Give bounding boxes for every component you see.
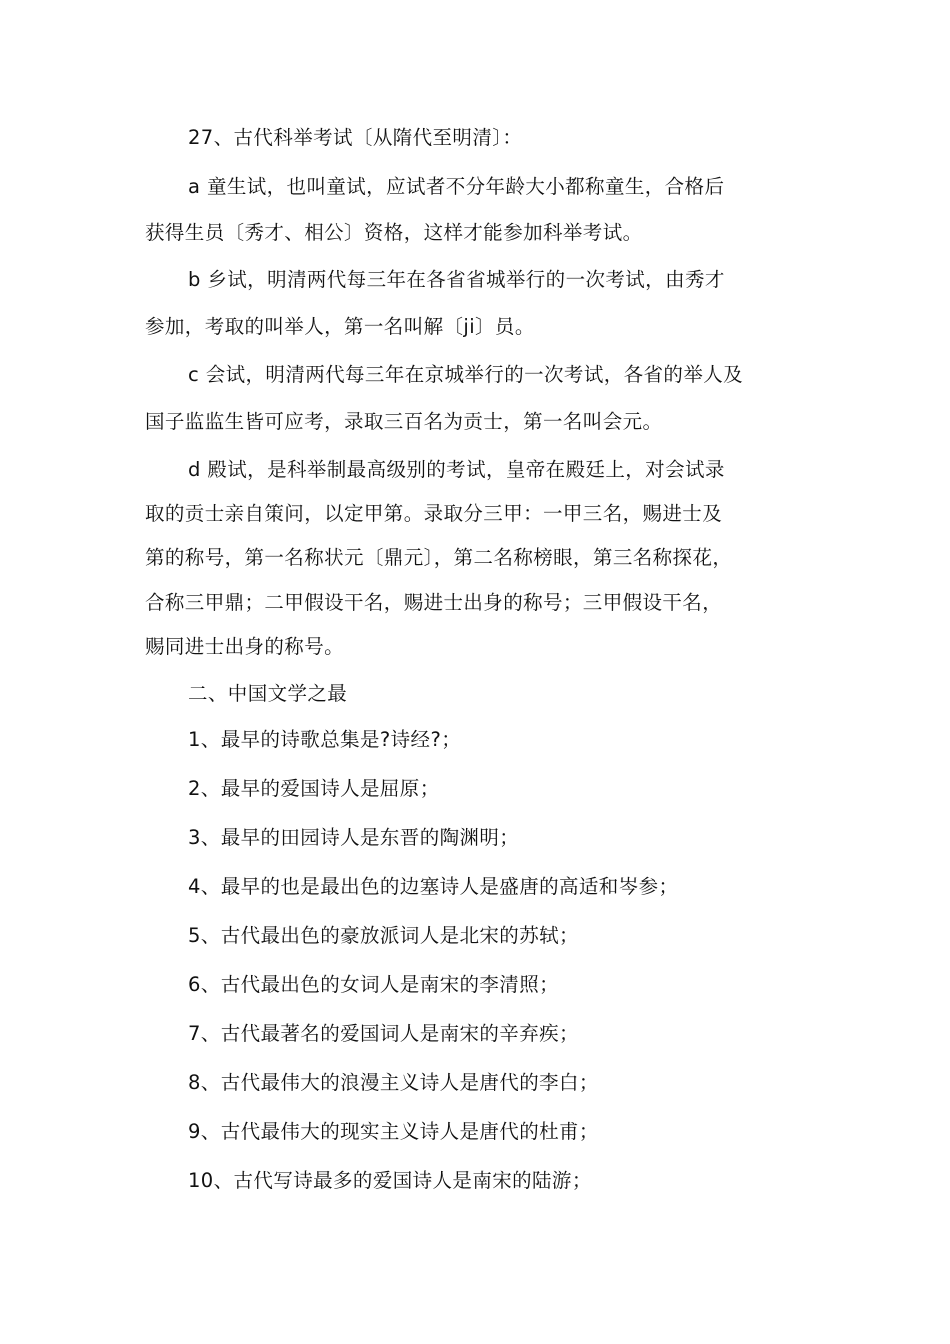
- keju-item-c-line-2: 国子监监生皆可应考，录取三百名为贡士，第一名叫会元。: [145, 410, 663, 433]
- section-heading: 二、中国文学之最: [188, 682, 348, 705]
- literature-item-2: 2、最早的爱国诗人是屈原；: [188, 777, 440, 800]
- literature-item-5: 5、古代最出色的豪放派词人是北宋的苏轼；: [188, 924, 579, 947]
- literature-item-7: 7、古代最著名的爱国词人是南宋的辛弃疾；: [188, 1022, 579, 1045]
- keju-item-a-line-1: a 童生试，也叫童试，应试者不分年龄大小都称童生，合格后: [188, 175, 725, 198]
- keju-item-d-line-5: 赐同进士出身的称号。: [145, 635, 345, 658]
- keju-title: 27、古代科举考试〔从隋代至明清〕：: [188, 126, 523, 149]
- keju-item-b-line-1: b 乡试，明清两代每三年在各省省城举行的一次考试，由秀才: [188, 268, 725, 291]
- literature-item-4: 4、最早的也是最出色的边塞诗人是盛唐的高适和岑参；: [188, 875, 679, 898]
- keju-item-d-line-2: 取的贡士亲自策问，以定甲第。录取分三甲：一甲三名，赐进士及: [145, 502, 723, 525]
- literature-item-9: 9、古代最伟大的现实主义诗人是唐代的杜甫；: [188, 1120, 599, 1143]
- keju-item-d-line-3: 第的称号，第一名称状元〔鼎元〕，第二名称榜眼，第三名称探花，: [145, 546, 733, 569]
- literature-item-3: 3、最早的田园诗人是东晋的陶渊明；: [188, 826, 520, 849]
- literature-item-6: 6、古代最出色的女词人是南宋的李清照；: [188, 973, 560, 996]
- literature-item-10: 10、古代写诗最多的爱国诗人是南宋的陆游；: [188, 1169, 592, 1192]
- literature-item-8: 8、古代最伟大的浪漫主义诗人是唐代的李白；: [188, 1071, 599, 1094]
- keju-item-d-line-1: d 殿试，是科举制最高级别的考试，皇帝在殿廷上，对会试录: [188, 458, 725, 481]
- keju-item-a-line-2: 获得生员〔秀才、相公〕资格，这样才能参加科举考试。: [145, 221, 643, 244]
- keju-item-b-line-2: 参加，考取的叫举人，第一名叫解〔ji〕员。: [145, 315, 535, 338]
- keju-item-c-line-1: c 会试，明清两代每三年在京城举行的一次考试，各省的举人及: [188, 363, 744, 386]
- literature-item-1: 1、最早的诗歌总集是?诗经?；: [188, 728, 462, 751]
- keju-item-d-line-4: 合称三甲鼎；二甲假设干名，赐进士出身的称号；三甲假设干名，: [145, 591, 723, 614]
